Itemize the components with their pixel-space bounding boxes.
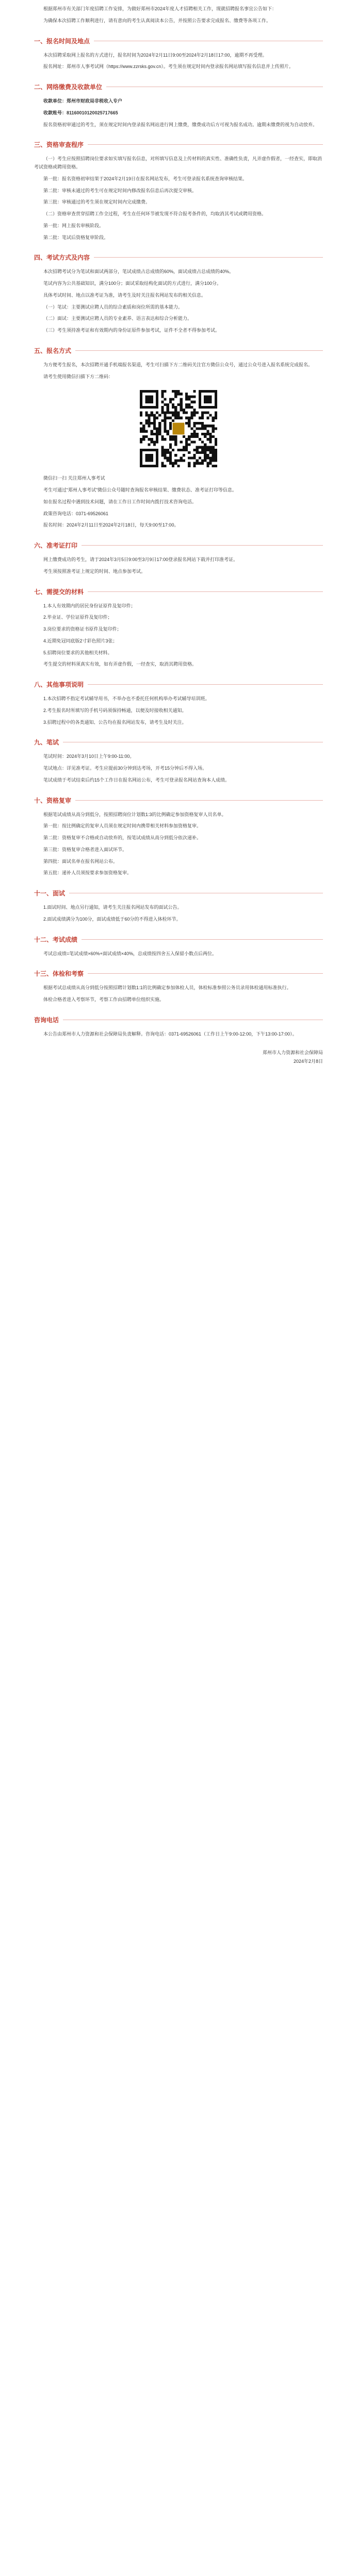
paragraph: 1.本人有效期内的居民身份证原件及复印件； (43, 603, 136, 608)
section-divider (88, 684, 323, 685)
paragraph: 根据考试总成绩从高分到低分按照招聘计划数1:1的比例确定参加体检人员，体检标准参照公务员录用体检通用标准执行。 (43, 985, 291, 991)
section-divider (88, 973, 323, 974)
section-title: 十三、体检和考察 (34, 970, 84, 978)
section-title: 五、报名方式 (34, 347, 72, 354)
qr-logo-icon (173, 423, 185, 435)
sections-block-2 (34, 541, 323, 1039)
paragraph: 收款单位：郑州市财政局非税收入专户 (43, 98, 123, 104)
paragraph: 第二批：资格复审不合格或自动放弃的，按笔试成绩从高分到低分依次递补。 (43, 835, 202, 840)
section-divider (82, 939, 323, 940)
section-header (34, 37, 323, 45)
paragraph: 请考生使用微信扫描下方二维码： (43, 374, 113, 379)
paragraph: （二）资格审查贯穿招聘工作全过程，考生在任何环节被发现不符合报考条件的，均取消其考试或聘用资格。 (43, 211, 267, 216)
paragraph: 本公告由郑州市人力资源和社会保障局负责解释。咨询电话：0371-69526061（工作日上午9:00-12:00，下午13:00-17:00）。 (43, 1031, 297, 1037)
paragraph: 报名网址：郑州市人事考试网（https://www.zzrsks.gov.cn）。考生须在规定时间内登录报名网站填写报名信息并上传照片。 (43, 64, 294, 70)
section-title: 咨询电话 (34, 1016, 59, 1024)
paragraph: （三）考生须持准考证和有效期内的身份证原件参加考试，证件不全者不得参加考试。 (43, 328, 220, 333)
section-header (34, 253, 323, 262)
paragraph: 考生可通过“郑州人事考试”微信公众号随时查询报名审核结果、缴费状态、准考证打印等信息。 (43, 487, 237, 493)
section-header (34, 541, 323, 550)
paragraph: （二）面试：主要测试应聘人员的专业素养、语言表达和综合分析能力。 (43, 316, 192, 321)
registration-date-line: 报名时间：2024年2月11日至2024年2月18日，每天9:00至17:00。 (43, 522, 179, 528)
paragraph: 第五批：递补人员须按要求参加资格复审。 (43, 870, 132, 876)
section-header (34, 1015, 323, 1024)
paragraph: 根据笔试成绩从高分到低分，按照招聘岗位计划数1:3的比例确定参加资格复审人员名单。 (43, 811, 226, 817)
qr-code-block (34, 390, 323, 467)
section-title: 十二、考试成绩 (34, 936, 78, 943)
paragraph: 第四批：面试名单在报名网站公布。 (43, 858, 118, 864)
paragraph: 第一批：网上报名审核阶段。 (43, 223, 104, 228)
paragraph: 第一批：按比例确定的复审人员须在规定时间内携带相关材料参加资格复审。 (43, 823, 202, 829)
section-header (34, 346, 323, 355)
paragraph: 笔试地点：详见准考证。考生应提前30分钟到达考场，开考15分钟后不得入场。 (43, 766, 207, 771)
section-header (34, 969, 323, 978)
section-header (34, 587, 323, 596)
paragraph: 本次招聘采取网上报名的方式进行，报名时间为2024年2月11日9:00至2024年2月18日17:00，逾期不再受理。 (43, 52, 267, 58)
qr-code-image[interactable] (140, 390, 217, 467)
paragraph: 5.招聘岗位要求的其他相关材料。 (43, 650, 112, 655)
paragraph: 笔试内容为公共基础知识，满分100分；面试采取结构化面试的方式进行，满分100分。 (43, 281, 222, 286)
section-title: 四、考试方式及内容 (34, 254, 90, 262)
paragraph: 根据郑州市有关部门年度招聘工作安排，为做好郑州市2024年度人才招聘相关工作，现就招聘报名事宜公告如下： (43, 6, 277, 11)
section-title: 十、资格复审 (34, 796, 72, 804)
paragraph: 考生提交的材料须真实有效，如有弄虚作假，一经查实，取消其聘用资格。 (43, 662, 197, 667)
section-title: 十一、面试 (34, 890, 66, 897)
section-divider (75, 350, 323, 351)
intro-block (34, 5, 323, 25)
paragraph: 第三批：审核通过的考生须在规定时间内完成缴费。 (43, 199, 151, 205)
paragraph: 政策咨询电话：0371-69526061 (43, 511, 109, 516)
paragraph: 第三批：资格复审合格者进入面试环节。 (43, 846, 127, 852)
section-divider (82, 545, 323, 546)
section-title: 九、笔试 (34, 739, 59, 747)
section-header (34, 796, 323, 805)
section-title: 一、报名时间及地点 (34, 37, 90, 45)
paragraph: （一）考生应按照招聘岗位要求如实填写报名信息，对所填写信息及上传材料的真实性、准确性负责，凡弄虚作假者，一经查实，即取消考试资格或聘用资格。 (34, 156, 322, 170)
paragraph: 为方便考生报名，本次招聘开通手机端报名渠道，考生可扫描下方二维码关注官方微信公众号，通过公众号进入报名系统完成报名。 (43, 362, 313, 367)
signature: 郑州市人力资源和社会保障局 (262, 1049, 323, 1055)
section-divider (88, 144, 323, 145)
qr-caption: 微信扫一扫 关注郑州人事考试 (43, 476, 105, 481)
paragraph: 体检合格者进入考察环节，考察工作由招聘单位组织实施。 (43, 997, 165, 1002)
section-title: 七、需提交的材料 (34, 588, 84, 596)
paragraph: 第一批：报名资格初审结果于2024年2月19日在报名网站发布，考生可登录报名系统查询审核结果。 (43, 176, 248, 181)
after-qr-block (34, 486, 323, 518)
paragraph: 3.招聘过程中的各类通知、公告均在报名网站发布，请考生及时关注。 (43, 719, 187, 725)
paragraph: 2.毕业证、学位证原件及复印件； (43, 615, 112, 620)
section-divider (75, 800, 323, 801)
paragraph: 第二批：笔试后资格复审阶段。 (43, 234, 109, 240)
paragraph: 本次招聘考试分为笔试和面试两部分，笔试成绩占总成绩的60%，面试成绩占总成绩的40%。 (43, 269, 234, 275)
article-body (34, 0, 323, 1064)
paragraph: 1.面试时间、地点另行通知，请考生关注报名网站发布的面试公告。 (43, 905, 182, 910)
section-header (34, 82, 323, 91)
section-divider (88, 591, 323, 592)
paragraph: 2.面试成绩满分为100分，面试成绩低于60分的不得进入体检环节。 (43, 916, 181, 922)
paragraph: 笔试时间：2024年3月10日上午9:00-11:00。 (43, 754, 135, 759)
paragraph: 收款账号：81160010120025717665 (43, 110, 118, 115)
paragraph: 1.本次招聘不指定考试辅导用书，不举办也不委托任何机构举办考试辅导培训班。 (43, 696, 210, 701)
paragraph: 具体考试时间、地点以准考证为准，请考生及时关注报名网站发布的相关信息。 (43, 292, 206, 298)
section-title: 八、其他事项说明 (34, 681, 84, 688)
paragraph: 如在报名过程中遇到技术问题，请在工作日工作时间内拨打技术咨询电话。 (43, 499, 197, 504)
paragraph: 为确保本次招聘工作顺利进行，请有意向的考生认真阅读本公告，并按照公告要求完成报名、缴费等各项工作。 (43, 18, 271, 23)
paragraph: 考生须按照准考证上规定的时间、地点参加考试。 (43, 568, 146, 574)
paragraph: 第二批：审核未通过的考生可在规定时间内修改报名信息后再次提交审核。 (43, 188, 197, 193)
section-header (34, 680, 323, 689)
paragraph: 3.岗位要求的资格证书原件及复印件； (43, 626, 122, 632)
section-header (34, 889, 323, 897)
paragraph: 网上缴费成功的考生，请于2024年3月5日9:00至3月9日17:00登录报名网站下载并打印准考证。 (43, 557, 238, 562)
section-header (34, 140, 323, 149)
section-header (34, 935, 323, 944)
sign-date: 2024年2月8日 (293, 1058, 323, 1064)
paragraph: 4.近期免冠同底版2寸彩色照片3张； (43, 638, 118, 643)
section-divider (94, 257, 323, 258)
paragraph: 2.考生报名时所填写的手机号码须保持畅通，以便及时接收相关通知。 (43, 707, 187, 713)
paragraph: （一）笔试：主要测试应聘人员的综合素质和岗位所需的基本能力。 (43, 304, 183, 310)
section-title: 三、资格审查程序 (34, 141, 84, 149)
sections-block (34, 37, 323, 381)
section-title: 二、网络缴费及收款单位 (34, 83, 103, 91)
section-title: 六、准考证打印 (34, 542, 78, 549)
paragraph: 考试总成绩=笔试成绩×60%+面试成绩×40%，总成绩按四舍五入保留小数点后两位。 (43, 951, 217, 956)
paragraph: 报名资格初审通过的考生，须在规定时间内登录报名网站进行网上缴费，缴费成功后方可视为报名成功。逾期未缴费的视为自动放弃。 (43, 122, 318, 127)
section-header (34, 738, 323, 747)
paragraph: 笔试成绩于考试结束后约15个工作日在报名网站公布，考生可登录报名网站查询本人成绩。 (43, 777, 230, 783)
